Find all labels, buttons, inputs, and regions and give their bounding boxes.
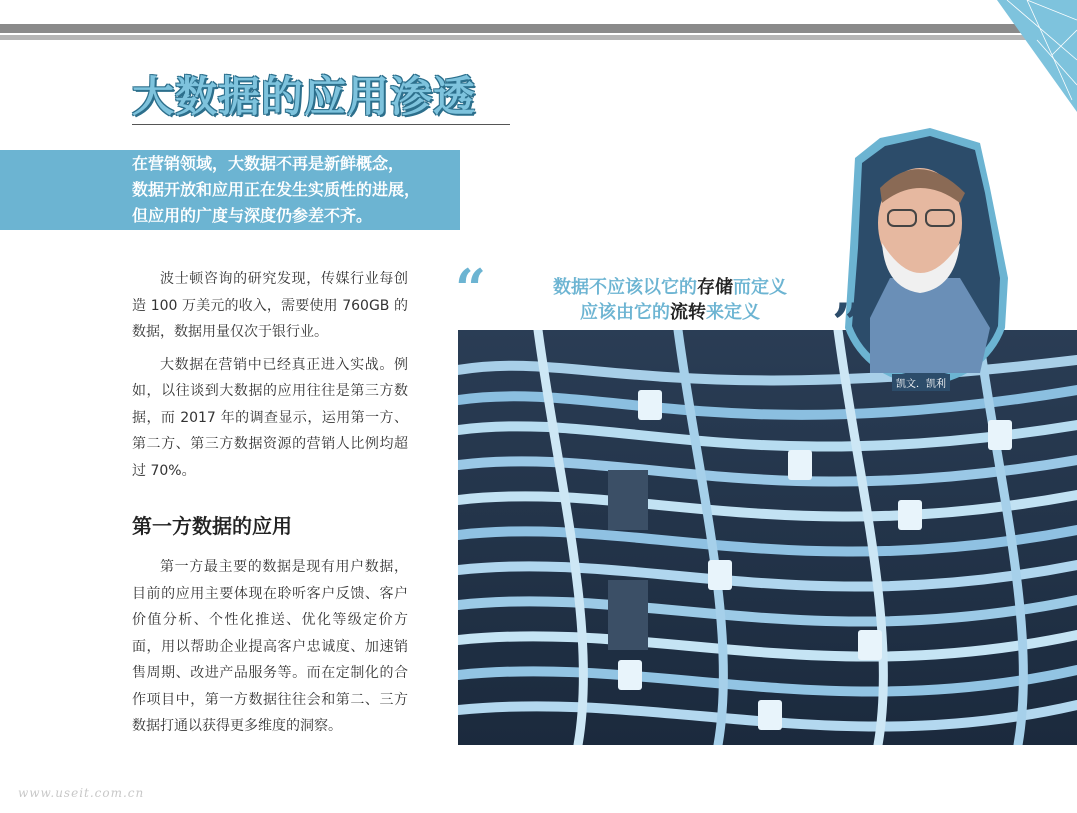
lead-text bbox=[132, 151, 462, 229]
lead-line: 数据开放和应用正在发生实质性的进展， bbox=[132, 180, 421, 199]
lead-line: 在营销领域，大数据不再是新鲜概念， bbox=[132, 154, 405, 173]
quote-line-1: 数据不应该以它的存储而定义 bbox=[553, 277, 787, 298]
kevin-kelly-portrait bbox=[840, 128, 1010, 398]
paragraph: 第一方最主要的数据是现有用户数据，目前的应用主要体现在聆听客户反馈、客户价值分析、个性化推送、优化等级定价方面，用以帮助企业提高客户忠诚度、加速销售周期、改进产品服务等。而在定制化的合作项目中，第一方数据往往会和第二、三方数据打通以获得更多维度的洞察。 bbox=[132, 559, 408, 734]
close-quote-icon: ” bbox=[832, 291, 864, 355]
quote-line-2: 应该由它的流转来定义 bbox=[580, 302, 760, 323]
header-rule bbox=[0, 24, 1060, 42]
title-underline bbox=[132, 124, 510, 125]
watermark: www.useit.com.cn bbox=[18, 786, 145, 800]
pull-quote bbox=[520, 275, 820, 325]
lead-line: 但应用的广度与深度仍参差不齐。 bbox=[132, 206, 373, 225]
portrait-caption: 凯文．凯利 bbox=[892, 374, 950, 391]
page-title: 大数据的应用渗透 bbox=[132, 72, 477, 121]
corner-decoration bbox=[967, 0, 1077, 112]
body-text bbox=[132, 266, 408, 484]
open-quote-icon: “ bbox=[455, 257, 487, 321]
section-heading: 第一方数据的应用 bbox=[132, 514, 292, 538]
paragraph: 大数据在营销中已经真正进入实战。例如，以往谈到大数据的应用往往是第三方数据，而 2017 年的调查显示，运用第一方、第二方、第三方数据资源的营销人比例均超过 70%。 bbox=[132, 356, 408, 479]
section-body bbox=[132, 554, 408, 740]
paragraph: 波士顿咨询的研究发现，传媒行业每创造 100 万美元的收入，需要使用 760GB 的数据，数据用量仅次于银行业。 bbox=[132, 271, 408, 340]
